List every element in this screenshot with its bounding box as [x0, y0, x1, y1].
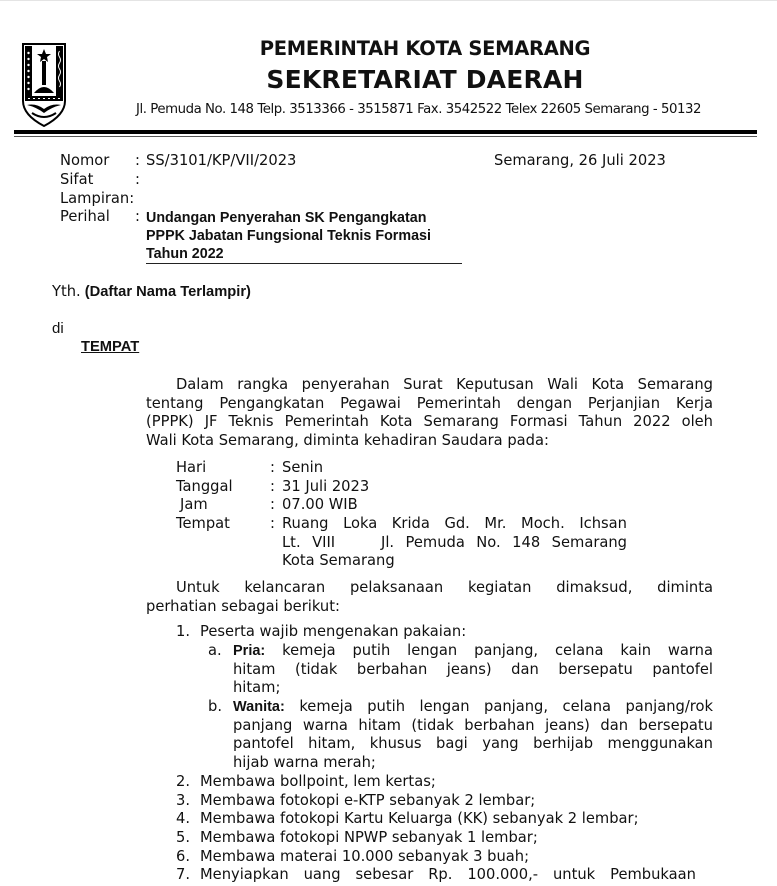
lampiran-label: Lampiran:: [60, 190, 135, 207]
perihal-value: [146, 209, 466, 263]
detail-label-hari: Hari: [176, 459, 207, 476]
perihal-colon: :: [135, 208, 140, 225]
tempat-label: TEMPAT: [81, 339, 140, 355]
tempat-line: Lt. VIII Jl. Pemuda No. 148 Semarang: [282, 533, 627, 551]
letterhead-government-name: PEMERINTAH KOTA SEMARANG: [259, 37, 591, 60]
sublist-item-pria: [233, 642, 713, 698]
nomor-value: SS/3101/KP/VII/2023: [146, 152, 297, 169]
attention-line: Untuk kelancaran pelaksanaan kegiatan dimaksud, diminta: [176, 579, 713, 596]
detail-value-hari: Senin: [282, 459, 324, 476]
sublist-mark: a.: [208, 642, 222, 659]
sublist-line: hijab warna merah;: [233, 754, 376, 772]
sublist-line-text: kemeja putih lengan panjang, celana panjang/rok: [299, 698, 713, 715]
semarang-coat-of-arms-icon: [22, 43, 66, 127]
nomor-label: Nomor: [60, 152, 110, 169]
tempat-line: Ruang Loka Krida Gd. Mr. Moch. Ichsan: [282, 515, 627, 532]
detail-value-tanggal: 31 Juli 2023: [282, 478, 370, 495]
list-number: 6.: [176, 848, 191, 865]
letterhead-office-name: SEKRETARIAT DAERAH: [266, 65, 584, 94]
sublist-line: hitam (tidak berbahan jeans) dan bersepatu pantofel: [233, 660, 713, 678]
place-date: Semarang, 26 Juli 2023: [494, 152, 666, 169]
sublist-mark: b.: [208, 698, 222, 715]
recipient-name: (Daftar Nama Terlampir): [84, 284, 251, 300]
letterhead-divider-thick: [14, 130, 757, 134]
intro-line: (PPPK) JF Teknis Pemerintah Kota Semarang Formasi Tahun 2022 oleh: [146, 413, 713, 431]
list-item-text: Peserta wajib mengenakan pakaian:: [200, 623, 467, 640]
attention-paragraph: [146, 579, 713, 616]
detail-value-jam: 07.00 WIB: [282, 496, 358, 513]
list-item-text: Membawa fotokopi Kartu Keluarga (KK) sebanyak 2 lembar;: [200, 810, 639, 827]
perihal-line: PPPK Jabatan Fungsional Teknis Formasi: [146, 228, 431, 244]
letterhead-address: Jl. Pemuda No. 148 Telp. 3513366 - 3515871 Fax. 3542522 Telex 22605 Semarang - 50132: [136, 102, 702, 117]
perihal-line: Tahun 2022: [146, 246, 224, 262]
list-number: 1.: [176, 623, 191, 640]
list-number: 4.: [176, 810, 191, 827]
sublist-bold-label: Wanita:: [233, 699, 285, 715]
nomor-colon: :: [135, 152, 140, 169]
list-item-text: Membawa fotokopi e-KTP sebanyak 2 lembar;: [200, 792, 536, 809]
yth-label: Yth.: [52, 283, 81, 300]
recipient: [52, 283, 251, 301]
list-number: 2.: [176, 773, 191, 790]
detail-colon: :: [270, 459, 275, 476]
sublist-item-wanita: [233, 698, 713, 773]
attention-line: perhatian sebagai berikut:: [146, 597, 340, 615]
perihal-label: Perihal: [60, 208, 110, 225]
perihal-underline: [146, 263, 462, 264]
detail-label-tanggal: Tanggal: [176, 478, 233, 495]
detail-label-tempat: Tempat: [176, 515, 230, 532]
sifat-label: Sifat: [60, 171, 94, 188]
sublist-line: [233, 698, 713, 717]
di-label: di: [52, 320, 64, 337]
list-number: 5.: [176, 829, 191, 846]
detail-colon: :: [270, 478, 275, 495]
intro-line: Dalam rangka penyerahan Surat Keputusan Wali Kota Semarang: [176, 376, 713, 393]
sublist-line: pantofel hitam, khusus bagi yang berhijab menggunakan: [233, 735, 713, 753]
detail-label-jam: Jam: [180, 496, 208, 513]
list-number: 7.: [176, 866, 191, 883]
list-item-text: Menyiapkan uang sebesar Rp. 100.000,- untuk Pembukaan: [200, 866, 696, 883]
detail-value-tempat: [282, 515, 627, 571]
sublist-line: [233, 642, 713, 661]
intro-line: Wali Kota Semarang, diminta kehadiran Saudara pada:: [146, 432, 549, 450]
perihal-line: Undangan Penyerahan SK Pengangkatan: [146, 210, 427, 226]
sublist-bold-label: Pria:: [233, 643, 266, 659]
list-item-text: Membawa materai 10.000 sebanyak 3 buah;: [200, 848, 530, 865]
list-number: 3.: [176, 792, 191, 809]
letterhead-divider-thin: [14, 136, 757, 137]
detail-colon: :: [270, 496, 275, 513]
detail-colon: :: [270, 515, 275, 532]
intro-line: tentang Pengangkatan Pegawai Pemerintah dengan Perjanjian Kerja: [146, 394, 713, 412]
tempat-line: Kota Semarang: [282, 552, 395, 570]
sublist-line: panjang warna hitam (tidak berbahan jeans) dan bersepatu: [233, 716, 713, 734]
list-item-text: Membawa bollpoint, lem kertas;: [200, 773, 436, 790]
sublist-line: hitam;: [233, 679, 281, 697]
sifat-colon: :: [135, 171, 140, 188]
sublist-line-text: kemeja putih lengan panjang, celana kain warna: [282, 642, 713, 659]
intro-paragraph: [146, 376, 713, 451]
list-item-text: Membawa fotokopi NPWP sebanyak 1 lembar;: [200, 829, 538, 846]
